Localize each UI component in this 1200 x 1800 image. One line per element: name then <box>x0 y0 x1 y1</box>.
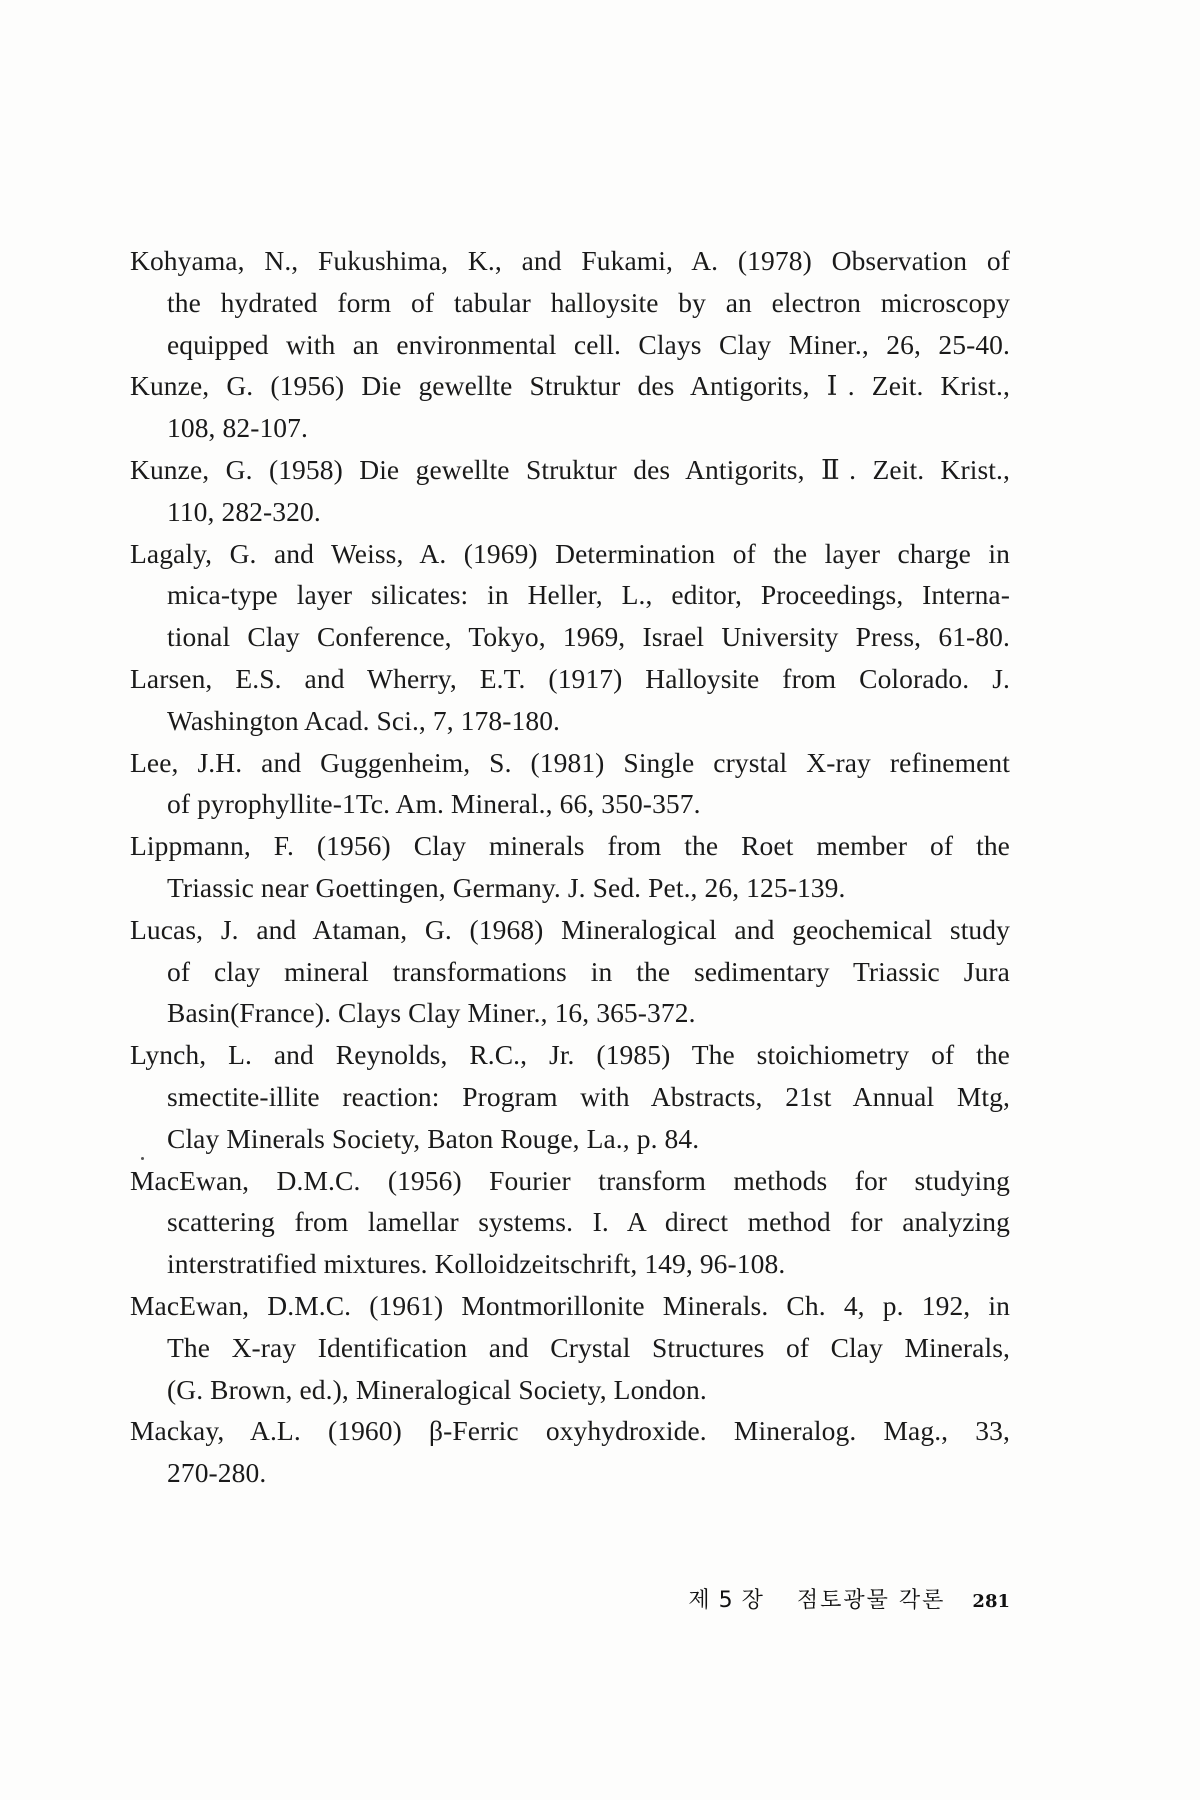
reference-line: smectite-illite reaction: Program with Abstracts, 21st Annual Mtg, <box>167 1080 1010 1112</box>
reference-line: MacEwan, D.M.C. (1956) Fourier transform methods for studying <box>130 1164 1010 1196</box>
reference-line: Lynch, L. and Reynolds, R.C., Jr. (1985) The stoichiometry of the <box>130 1039 1010 1071</box>
reference-entry-lagaly-1969 <box>130 533 1010 658</box>
reference-line: Mackay, A.L. (1960) β-Ferric oxyhydroxide. Mineralog. Mag., 33, <box>130 1415 1010 1447</box>
reference-line: scattering from lamellar systems. I. A direct method for analyzing <box>167 1206 1010 1238</box>
reference-entry-lippmann-1956 <box>130 825 1010 909</box>
reference-line: Kunze, G. (1956) Die gewellte Struktur des Antigorits, Ⅰ. Zeit. Krist., <box>130 370 1010 402</box>
scan-speck <box>141 1157 144 1160</box>
reference-list <box>130 240 1010 1494</box>
page-footer <box>680 1583 1010 1614</box>
reference-line: (G. Brown, ed.), Mineralogical Society, London. <box>167 1373 707 1405</box>
reference-line: Kunze, G. (1958) Die gewellte Struktur des Antigorits, Ⅱ. Zeit. Krist., <box>130 453 1010 485</box>
reference-line: mica-type layer silicates: in Heller, L., editor, Proceedings, Interna- <box>167 579 1010 611</box>
reference-line: of pyrophyllite-1Tc. Am. Mineral., 66, 350-357. <box>167 788 701 820</box>
reference-entry-kohyama-1978 <box>130 240 1010 365</box>
reference-line: 110, 282-320. <box>167 495 321 527</box>
reference-line: of clay mineral transformations in the sedimentary Triassic Jura <box>167 955 1010 987</box>
reference-line: Lagaly, G. and Weiss, A. (1969) Determination of the layer charge in <box>130 537 1010 569</box>
reference-line: equipped with an environmental cell. Clays Clay Miner., 26, 25-40. <box>167 328 1010 360</box>
chapter-label: 제 5 장 <box>688 1588 764 1613</box>
reference-entry-macewan-1956 <box>130 1160 1010 1285</box>
reference-entry-lucas-1968 <box>130 909 1010 1034</box>
reference-line: Washington Acad. Sci., 7, 178-180. <box>167 704 561 736</box>
reference-line: 108, 82-107. <box>167 412 308 444</box>
reference-line: Larsen, E.S. and Wherry, E.T. (1917) Halloysite from Colorado. J. <box>130 662 1010 694</box>
reference-line: MacEwan, D.M.C. (1961) Montmorillonite Minerals. Ch. 4, p. 192, in <box>130 1289 1010 1321</box>
reference-line: Kohyama, N., Fukushima, K., and Fukami, A. (1978) Observation of <box>130 245 1010 276</box>
page-number: 281 <box>972 1591 1010 1612</box>
reference-entry-macewan-1961 <box>130 1285 1010 1410</box>
reference-line: interstratified mixtures. Kolloidzeitschrift, 149, 96-108. <box>167 1248 786 1280</box>
reference-line: The X-ray Identification and Crystal Structures of Clay Minerals, <box>167 1331 1010 1363</box>
reference-entry-lee-1981 <box>130 742 1010 826</box>
reference-line: Clay Minerals Society, Baton Rouge, La., p. 84. <box>167 1122 700 1154</box>
reference-entry-kunze-1956 <box>130 365 1010 449</box>
reference-entry-larsen-1917 <box>130 658 1010 742</box>
reference-line: Lee, J.H. and Guggenheim, S. (1981) Single crystal X-ray refinement <box>130 746 1010 778</box>
reference-line: Lucas, J. and Ataman, G. (1968) Mineralogical and geochemical study <box>130 913 1010 945</box>
reference-entry-lynch-1985 <box>130 1034 1010 1159</box>
reference-line: Basin(France). Clays Clay Miner., 16, 365-372. <box>167 997 696 1029</box>
reference-line: the hydrated form of tabular halloysite by an electron microscopy <box>167 286 1010 318</box>
reference-entry-kunze-1958 <box>130 449 1010 533</box>
reference-line: 270-280. <box>167 1457 267 1489</box>
reference-line: Triassic near Goettingen, Germany. J. Sed. Pet., 26, 125-139. <box>167 871 846 903</box>
reference-line: tional Clay Conference, Tokyo, 1969, Israel University Press, 61-80. <box>167 621 1010 653</box>
reference-line: Lippmann, F. (1956) Clay minerals from the Roet member of the <box>130 830 1010 862</box>
reference-entry-mackay-1960 <box>130 1410 1010 1494</box>
chapter-title: 점토광물 각론 <box>796 1588 946 1613</box>
